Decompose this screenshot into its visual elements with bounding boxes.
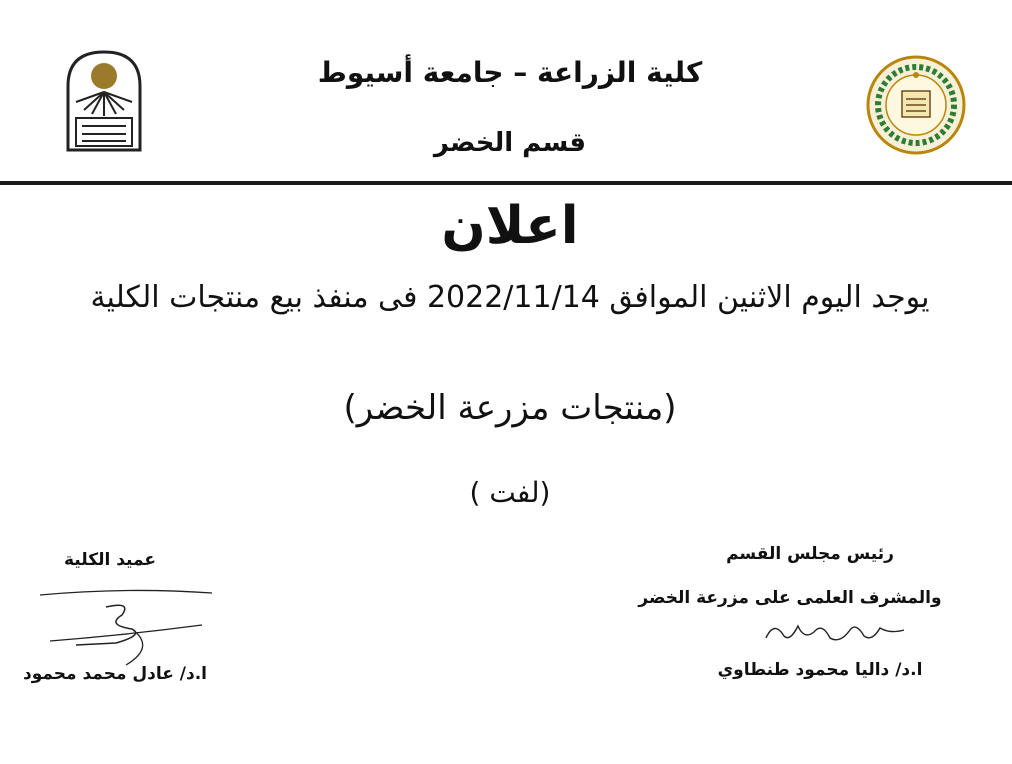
assiut-university-emblem-icon [62,46,146,156]
faculty-of-agriculture-seal-icon [866,55,966,155]
product-item: (لفت ) [469,476,551,509]
department-head-signature [760,612,910,652]
dean-signature [36,585,216,675]
dean-name: ا.د/ عادل محمد محمود [23,664,207,684]
department-head-title: رئيس مجلس القسم [726,544,894,564]
department-head-name: ا.د/ داليا محمود طنطاوي [717,660,923,680]
products-heading: (منتجات مزرعة الخضر) [343,388,677,428]
farm-supervisor-title: والمشرف العلمى على مزرعة الخضر [638,588,942,608]
header-divider [0,181,1012,185]
announcement-title: اعلان [441,196,579,256]
announcement-text: يوجد اليوم الاثنين الموافق 2022/11/14 فى منفذ بيع منتجات الكلية [90,280,930,315]
institution-title: كلية الزراعة – جامعة أسيوط [317,56,703,89]
department-title: قسم الخضر [433,128,587,158]
dean-title: عميد الكلية [64,550,156,570]
